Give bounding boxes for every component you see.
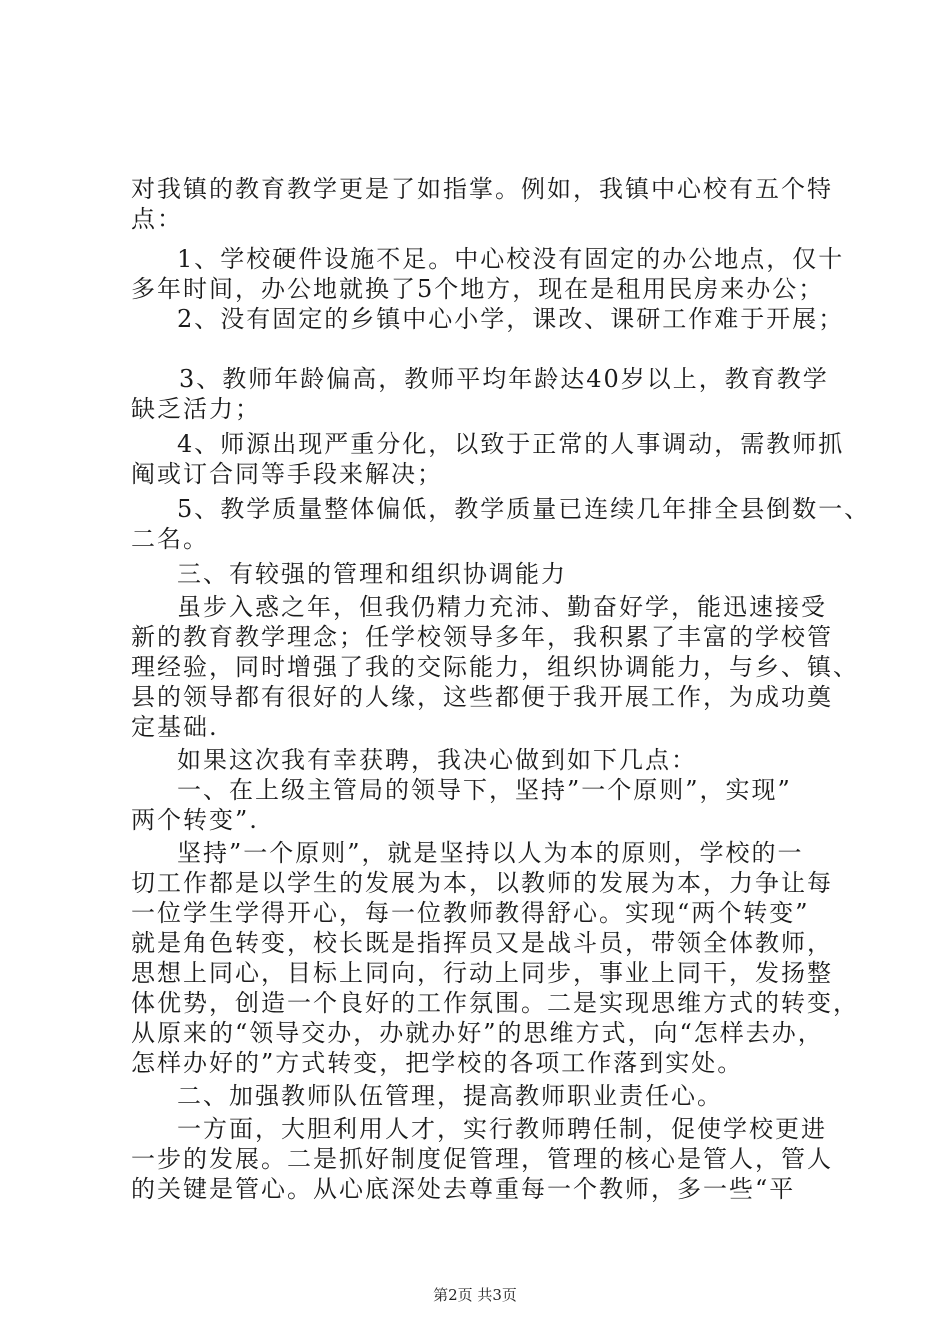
- text-line: 4、师源出现严重分化，以致于正常的人事调动，需教师抓: [177, 430, 845, 458]
- text-line: 理经验，同时增强了我的交际能力，组织协调能力，与乡、镇、: [131, 653, 859, 681]
- page-number-footer: 第2页 共3页: [433, 1286, 517, 1304]
- text-line: 对我镇的教育教学更是了如指掌。例如，我镇中心校有五个特: [131, 175, 833, 203]
- text-line: 一方面，大胆利用人才，实行教师聘任制，促使学校更进: [177, 1115, 827, 1143]
- text-line: 一位学生学得开心，每一位教师教得舒心。实现“两个转变”: [131, 899, 810, 927]
- text-line: 3、教师年龄偏高，教师平均年龄达40岁以上，教育教学: [179, 365, 829, 393]
- text-line: 新的教育教学理念；任学校领导多年，我积累了丰富的学校管: [131, 623, 833, 651]
- text-line: 2、没有固定的乡镇中心小学，课改、课研工作难于开展；: [177, 305, 845, 333]
- text-line: 1、学校硬件设施不足。中心校没有固定的办公地点，仅十: [177, 245, 845, 273]
- text-line: 定基础.: [131, 713, 219, 741]
- text-line: 如果这次我有幸获聘，我决心做到如下几点：: [177, 746, 697, 774]
- text-line: 就是角色转变，校长既是指挥员又是战斗员，带领全体教师，: [131, 929, 833, 957]
- text-line: 二名。: [131, 525, 209, 553]
- text-line: 5、教学质量整体偏低，教学质量已连续几年排全县倒数一、: [177, 495, 871, 523]
- text-line: 两个转变”.: [131, 806, 259, 834]
- text-line: 思想上同心，目标上同向，行动上同步，事业上同干，发扬整: [131, 959, 833, 987]
- text-line: 阄或订合同等手段来解决；: [131, 460, 443, 488]
- text-line: 的关键是管心。从心底深处去尊重每一个教师，多一些“平: [131, 1175, 796, 1203]
- text-line: 体优势，创造一个良好的工作氛围。二是实现思维方式的转变，: [131, 989, 859, 1017]
- section-heading: 三、有较强的管理和组织协调能力: [177, 560, 567, 588]
- text-line: 虽步入惑之年，但我仍精力充沛、勤奋好学，能迅速接受: [177, 593, 827, 621]
- section-heading: 一、在上级主管局的领导下，坚持”一个原则”，实现”: [177, 776, 792, 804]
- text-line: 一步的发展。二是抓好制度促管理，管理的核心是管人，管人: [131, 1145, 833, 1173]
- text-line: 坚持”一个原则”，就是坚持以人为本的原则，学校的一: [177, 839, 804, 867]
- text-line: 从原来的“领导交办，办就办好”的思维方式，向“怎样去办，: [131, 1019, 824, 1047]
- section-heading: 二、加强教师队伍管理，提高教师职业责任心。: [177, 1082, 723, 1110]
- text-line: 切工作都是以学生的发展为本，以教师的发展为本，力争让每: [131, 869, 833, 897]
- text-line: 点：: [131, 205, 183, 233]
- text-line: 县的领导都有很好的人缘，这些都便于我开展工作，为成功奠: [131, 683, 833, 711]
- text-line: 多年时间，办公地就换了5个地方，现在是租用民房来办公；: [131, 275, 825, 303]
- text-line: 缺乏活力；: [131, 395, 261, 423]
- text-line: 怎样办好的”方式转变，把学校的各项工作落到实处。: [131, 1049, 744, 1077]
